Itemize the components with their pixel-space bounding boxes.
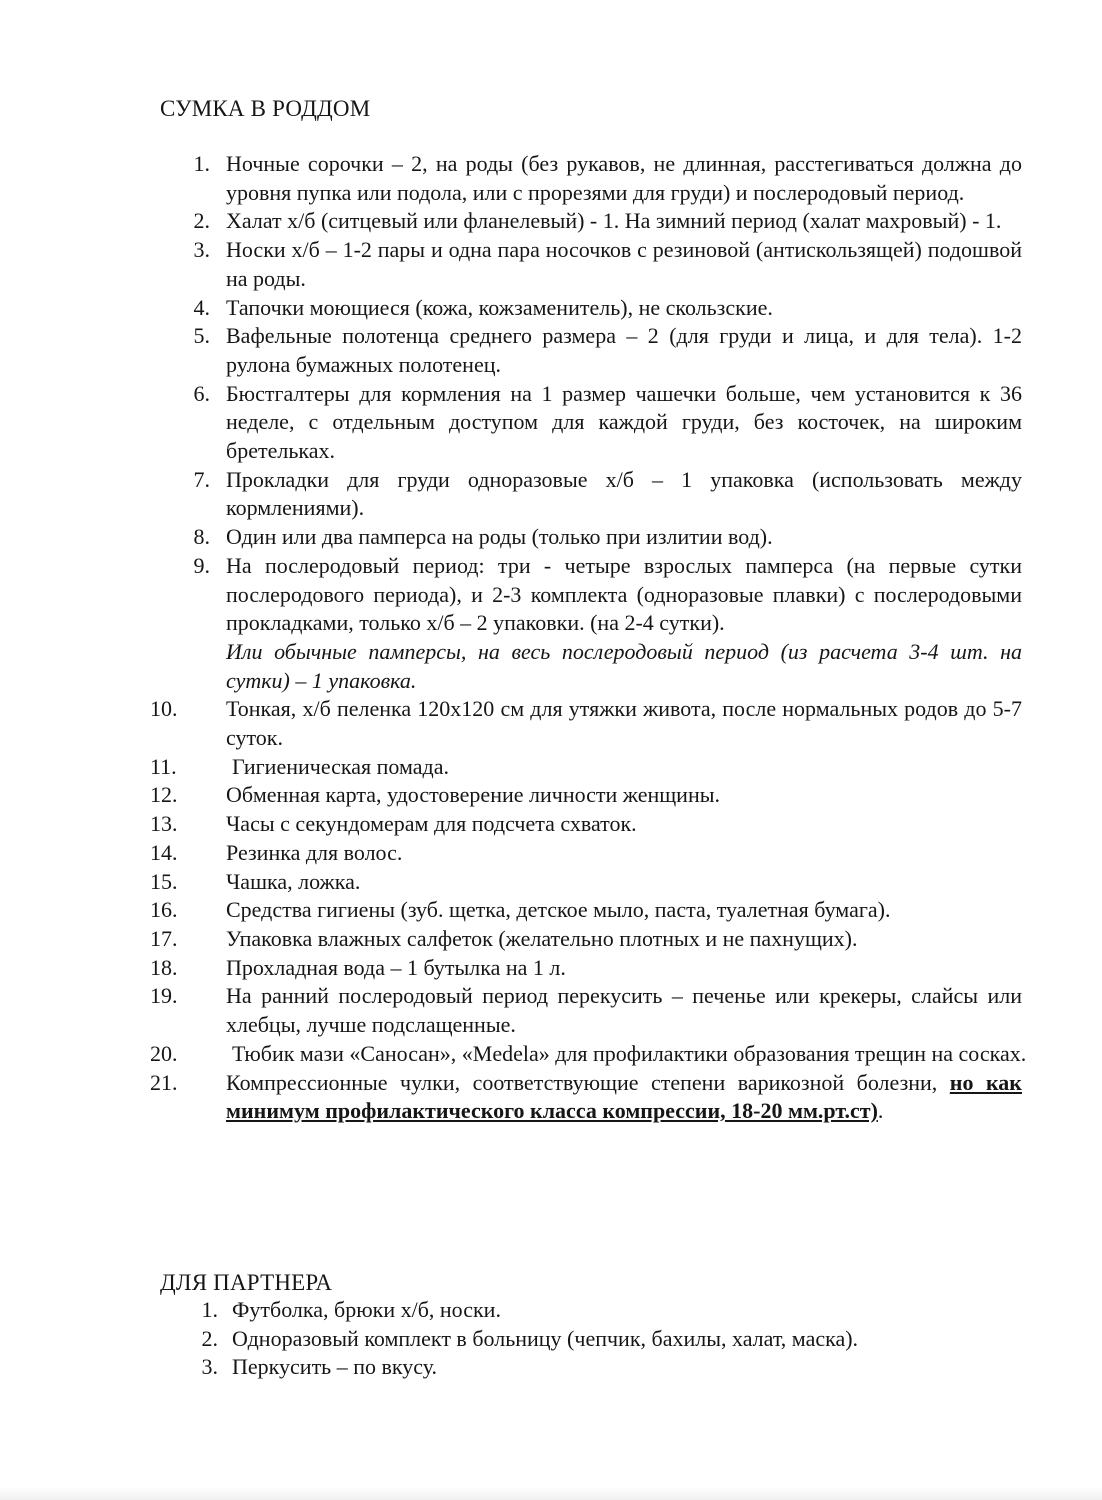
item-text: На послеродовый период: три - четыре взрослых памперса (на первые сутки послеродового периода), и 2-3 комплекта (одноразовые плавки) с послеродовыми прокладками, только х/б – 2 упаковки. (на 2-4 сутки). [226,552,1022,636]
partner-checklist [0,1296,1102,1382]
list-item [0,380,1102,466]
item-text: Один или два памперса на роды (только при излитии вод). [226,524,773,550]
list-item [0,868,1102,897]
list-item [0,552,1102,696]
item-number: 21. [150,1069,178,1095]
list-item [0,1296,1102,1325]
page-bottom-shadow [0,1486,1102,1500]
item-number: 7. [193,466,210,492]
list-item [0,1069,1102,1126]
item-number: 2. [201,1325,218,1351]
list-item [0,523,1102,552]
item-emphasis: но как минимум профилактического класса компрессии, 18-20 мм.рт.ст) [226,1069,1022,1124]
item-number: 11. [150,753,177,779]
item-text: Одноразовый комплект в больницу (чепчик, бахилы, халат, маска). [232,1325,859,1351]
item-text-tail: . [877,1098,884,1124]
item-number: 20. [150,1040,178,1066]
list-item [0,753,1102,782]
list-item [0,294,1102,323]
list-item [0,695,1102,752]
item-number: 4. [193,294,210,320]
item-text: Футболка, брюки х/б, носки. [232,1297,501,1322]
item-text: Тапочки моющиеся (кожа, кожзаменитель), не скользские. [226,294,773,320]
list-item [0,1353,1102,1382]
section-heading-bag: СУМКА В РОДДОМ [160,96,371,121]
item-number: 1. [193,151,210,176]
list-item [0,839,1102,868]
item-number: 10. [150,696,178,722]
item-number: 16. [150,897,178,923]
list-item [0,1325,1102,1354]
list-item [0,925,1102,954]
item-text: Обменная карта, удостоверение личности женщины. [226,782,721,808]
item-number: 8. [193,524,210,550]
list-item [0,150,1102,207]
item-number: 12. [150,782,178,808]
list-item [0,322,1102,379]
item-text: Халат х/б (ситцевый или фланелевый) - 1. На зимний период (халат махровый) - 1. [226,208,1002,234]
item-number: 15. [150,868,178,894]
item-number: 17. [150,925,178,951]
item-number: 3. [193,237,210,263]
main-checklist [0,150,1102,1126]
list-item [0,466,1102,523]
list-item [0,236,1102,293]
list-item [0,954,1102,983]
item-number: 5. [193,323,210,349]
item-text: Средства гигиены (зуб. щетка, детское мыло, паста, туалетная бумага). [226,897,891,923]
item-text-block [226,552,1022,696]
item-italic-note: Или обычные памперсы, на весь послеродовый период (из расчета 3-4 шт. на сутки) – 1 упаковка. [226,638,1022,693]
item-text: Прокладки для груди одноразовые х/б – 1 упаковка (использовать между кормлениями). [226,466,1022,521]
item-text: Компрессионные чулки, соответствующие степени варикозной болезни, [226,1069,950,1095]
item-text-block [226,1069,1022,1126]
item-number: 2. [193,208,210,234]
item-text: Носки х/б – 1-2 пары и одна пара носочков с резиновой (антискользящей) подошвой на роды. [226,237,1022,291]
item-text: Перкусить – по вкусу. [232,1354,438,1380]
item-text: Чашка, ложка. [226,868,361,894]
item-number: 13. [150,811,178,837]
list-item [0,896,1102,925]
item-text: Гигиеническая помада. [232,753,449,779]
item-text: Резинка для волос. [226,839,403,865]
item-text: Тюбик мази «Саносан», «Medela» для профилактики образования трещин на сосках. [232,1040,1027,1066]
item-number: 9. [193,552,210,578]
item-text: Прохладная вода – 1 бутылка на 1 л. [226,954,566,980]
list-item [0,207,1102,236]
list-item [0,810,1102,839]
list-item [0,1040,1102,1069]
item-number: 1. [201,1297,218,1322]
item-number: 18. [150,954,178,980]
item-number: 6. [193,380,210,406]
item-text: На ранний послеродовый период перекусить – печенье или крекеры, слайсы или хлебцы, лучше подслащенные. [226,983,1022,1038]
item-text: Тонкая, х/б пеленка 120х120 см для утяжки живота, после нормальных родов до 5-7 суток. [226,696,1022,751]
list-item [0,781,1102,810]
item-text: Бюстгалтеры для кормления на 1 размер чашечки больше, чем установится к 36 неделе, с отдельным доступом для каждой груди, без косточек, на широким бретельках. [226,380,1022,464]
item-text: Часы с секундомерам для подсчета схваток. [226,811,637,837]
item-number: 3. [201,1354,218,1380]
item-text: Упаковка влажных салфеток (желательно плотных и не пахнущих). [226,925,858,951]
section-heading-partner: ДЛЯ ПАРТНЕРА [160,1270,333,1295]
list-item [0,982,1102,1039]
item-text: Ночные сорочки – 2, на роды (без рукавов, не длинная, расстегиваться должна до уровня пупка или подола, или с прорезями для груди) и послеродовый период. [226,151,1022,205]
item-text: Вафельные полотенца среднего размера – 2 (для груди и лица, и для тела). 1-2 рулона бумажных полотенец. [226,323,1022,377]
item-number: 19. [150,983,178,1009]
item-number: 14. [150,839,178,865]
